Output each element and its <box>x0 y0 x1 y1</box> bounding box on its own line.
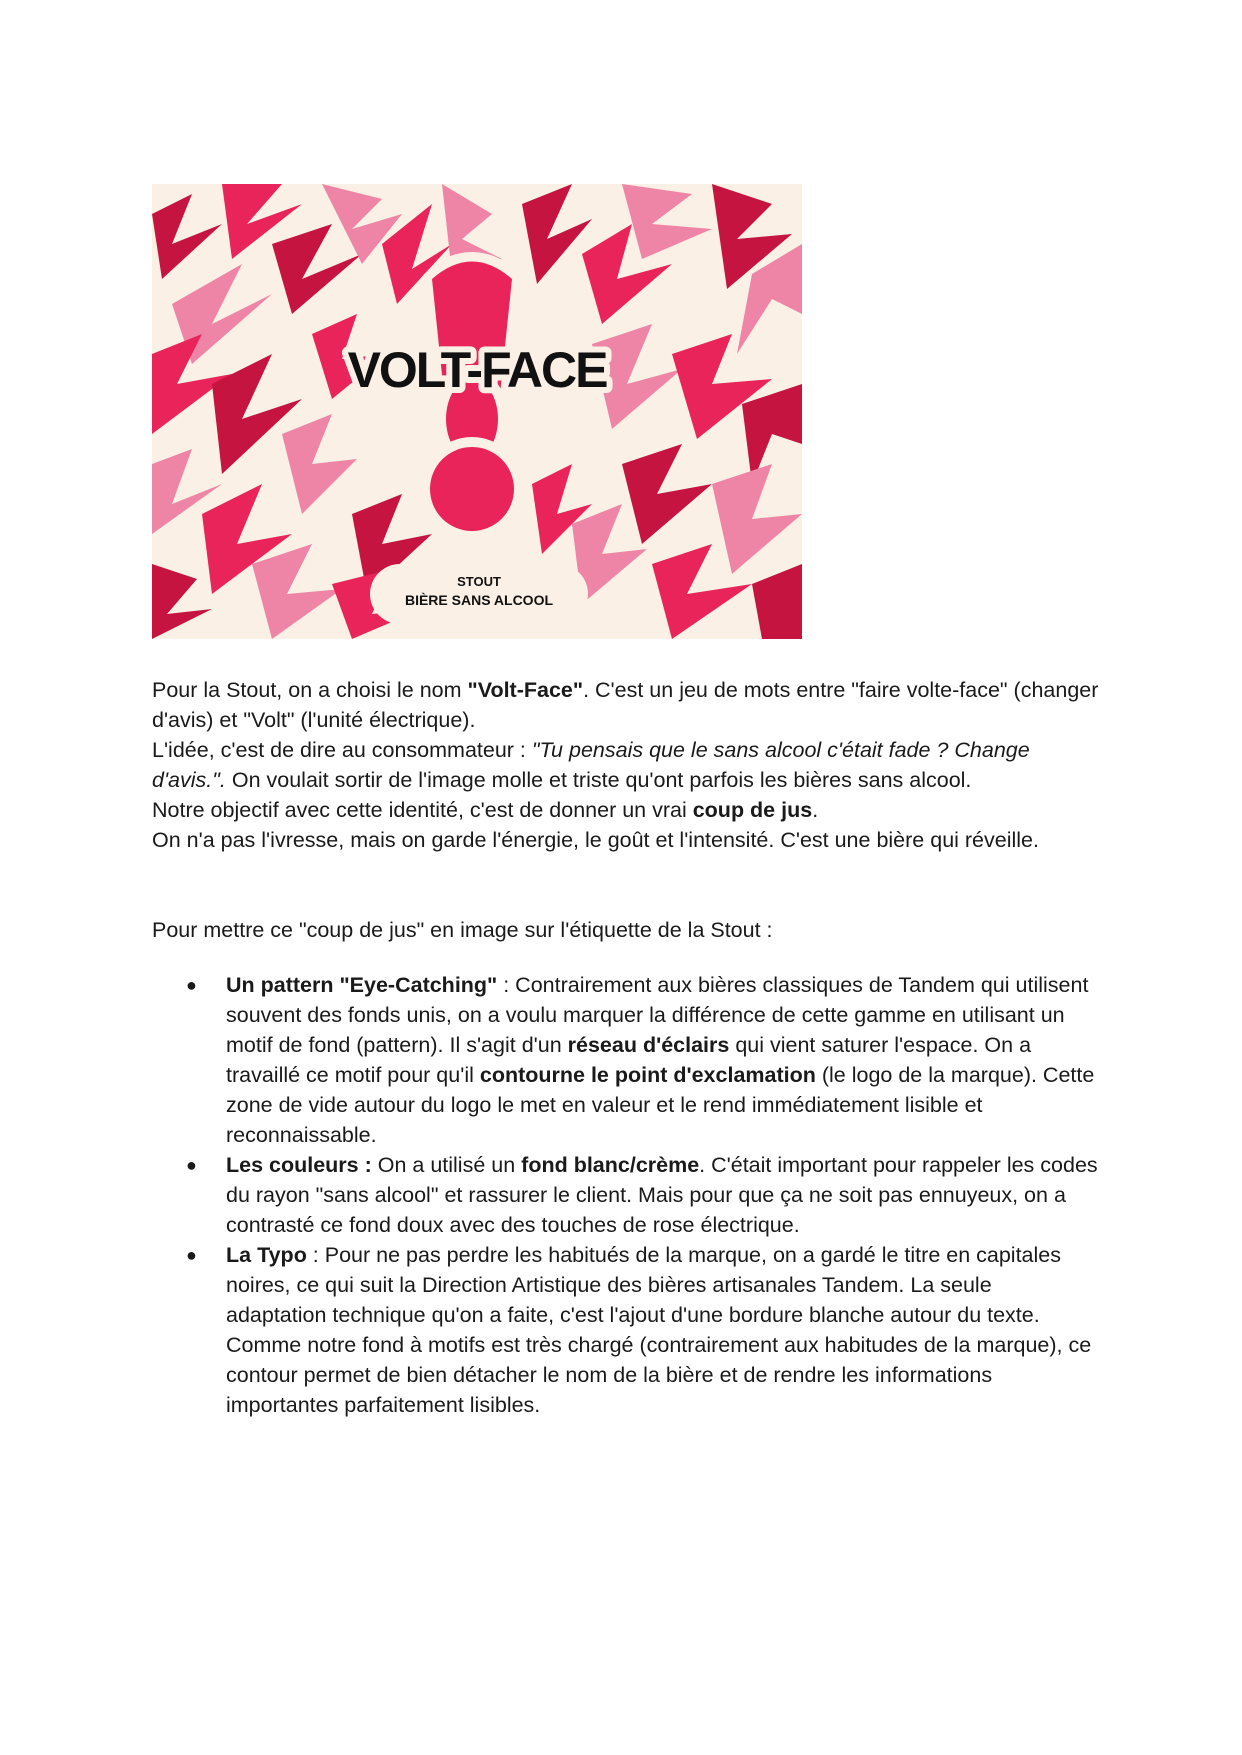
bullet-marker: ● <box>186 1155 197 1175</box>
bullet-marker: ● <box>186 1245 197 1265</box>
label-style: STOUT <box>457 574 501 589</box>
list-item <box>186 970 1098 1150</box>
text-run: : Pour ne pas perdre les habitués de la marque, on a gardé le titre en capitales noires, ce qui suit la Direction Artistique des bières artisanales Tandem. La seule adaptation technique qu'on a faite, c'est l'ajout d'une bordure blanche autour du texte. Comme notre fond à motifs est très chargé (contrairement aux habitudes de la marque), ce contour permet de bien détacher le nom de la bière et de rendre les informations importantes parfaitement lisibles. <box>226 1243 1092 1417</box>
beer-label-illustration <box>152 184 802 639</box>
text-run: On voulait sortir de l'image molle et triste qu'ont parfois les bières sans alcool. <box>225 768 972 792</box>
bullet-title: Un pattern "Eye-Catching" <box>226 973 498 997</box>
text-run: L'idée, c'est de dire au consommateur : <box>152 738 532 762</box>
label-subtitle: BIÈRE SANS ALCOOL <box>404 592 554 608</box>
beer-name: "Volt-Face" <box>467 678 584 702</box>
emphasis: contourne le point d'exclamation <box>479 1063 816 1087</box>
emphasis: réseau d'éclairs <box>567 1033 730 1057</box>
quote: "Tu pensais que le sans alcool c'était fade ? Change d'avis.". <box>152 738 1030 792</box>
text-run: qui vient saturer l'espace. On a travaillé ce motif pour qu'il <box>226 1033 1032 1087</box>
intro-paragraph-2 <box>152 735 1102 795</box>
intro-paragraph-1 <box>152 675 1102 735</box>
emphasis: fond blanc/crème <box>521 1153 700 1177</box>
list-item <box>186 1240 1098 1420</box>
bullet-list <box>186 970 1098 1420</box>
text-run: . C'est un jeu de mots entre "faire volte-face" (changer d'avis) et "Volt" (l'unité électrique). <box>152 678 1099 732</box>
intro-text <box>152 675 1102 855</box>
bullet-title: Les couleurs : <box>226 1153 372 1177</box>
text-run: On a utilisé un <box>371 1153 522 1177</box>
text-run: . C'était important pour rappeler les codes du rayon "sans alcool" et rassurer le client. Mais pour que ça ne soit pas ennuyeux, on a contrasté ce fond doux avec des touches de rose électrique. <box>226 1153 1098 1237</box>
label-title: VOLT-FACE <box>347 342 607 398</box>
text-run: Pour la Stout, on a choisi le nom <box>152 678 468 702</box>
text-run: . <box>812 798 819 822</box>
emphasis: coup de jus <box>692 798 813 822</box>
text-run: Notre objectif avec cette identité, c'est de donner un vrai <box>152 798 693 822</box>
lead-sentence: Pour mettre ce "coup de jus" en image sur l'étiquette de la Stout : <box>152 918 773 942</box>
list-item <box>186 1150 1098 1240</box>
text-run: (le logo de la marque). Cette zone de vide autour du logo le met en valeur et le rend immédiatement lisible et reconnaissable. <box>226 1063 1095 1147</box>
bullet-marker: ● <box>186 975 197 995</box>
text-run: : Contrairement aux bières classiques de Tandem qui utilisent souvent des fonds unis, on a voulu marquer la différence de cette gamme en utilisant un motif de fond (pattern). Il s'agit d'un <box>226 973 1089 1057</box>
intro-paragraph-3 <box>152 795 1102 825</box>
intro-paragraph-4: On n'a pas l'ivresse, mais on garde l'énergie, le goût et l'intensité. C'est une bière qui réveille. <box>152 828 1039 852</box>
bullet-title: La Typo <box>226 1243 307 1267</box>
